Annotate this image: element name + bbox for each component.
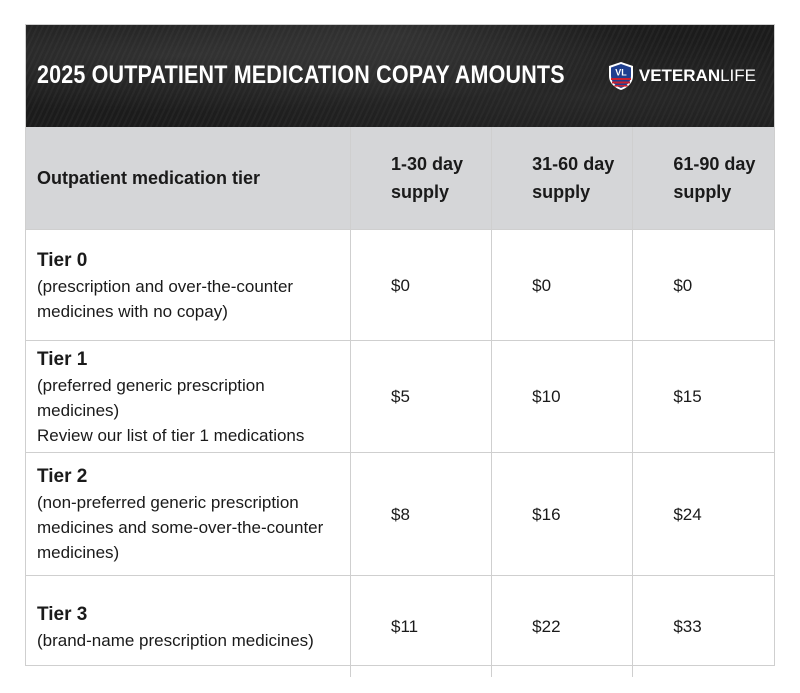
tier-name: Tier 1 [37,348,88,370]
tier-cell [26,341,351,453]
copay-amount: $33 [673,617,702,636]
tier-cell [26,230,351,341]
shield-icon [608,61,634,91]
copay-amount: $11 [351,576,492,678]
column-header-tier: Outpatient medication tier [26,127,351,230]
copay-amount: $5 [351,341,492,453]
copay-amount: $8 [351,453,492,576]
tier-description: (preferred generic prescription medicines) [37,375,265,420]
copay-amount: $24 [633,453,774,576]
tier-cell [26,576,351,678]
title-banner [26,25,774,127]
page-title: 2025 OUTPATIENT MEDICATION COPAY AMOUNTS [37,61,565,89]
tier-cell [26,453,351,576]
tier-description: medicines with no copay) [37,301,228,321]
copay-amount: $0 [633,230,774,341]
tier-description: (prescription and over-the-counter [37,276,294,296]
veteranlife-logo[interactable] [608,61,756,91]
tier-description: medicines and some-over-the-counter [37,518,324,537]
tier-description: (non-preferred generic prescription [37,493,299,512]
column-header-31-60: 31-60 day supply [492,127,633,230]
table-row [26,453,774,576]
copay-amount: $0 [351,230,492,341]
copay-amount: $10 [492,341,633,453]
tier-name: Tier 3 [37,603,88,625]
column-header-61-90: 61-90 day supply [633,127,774,230]
column-header-1-30: 1-30 day supply [351,127,492,230]
logo-wordmark: VETERANLIFE [638,66,756,85]
copay-amount: $16 [492,453,633,576]
copay-table [26,127,774,677]
tier-name: Tier 2 [37,466,88,487]
tier-description: (brand-name prescription medicines) [37,630,314,650]
copay-amount: $0 [492,230,633,341]
copay-card [25,24,775,666]
tier-name: Tier 0 [37,249,88,271]
table-row [26,341,774,453]
copay-amount: $22 [492,576,633,678]
tier-1-list-link[interactable]: Review our list of tier 1 medications [37,425,305,445]
svg-text:VL: VL [615,67,627,78]
table-row [26,230,774,341]
tier-description: medicines) [37,543,120,562]
table-header-row [26,127,774,230]
copay-amount: $15 [633,341,774,453]
table-row [26,576,774,678]
